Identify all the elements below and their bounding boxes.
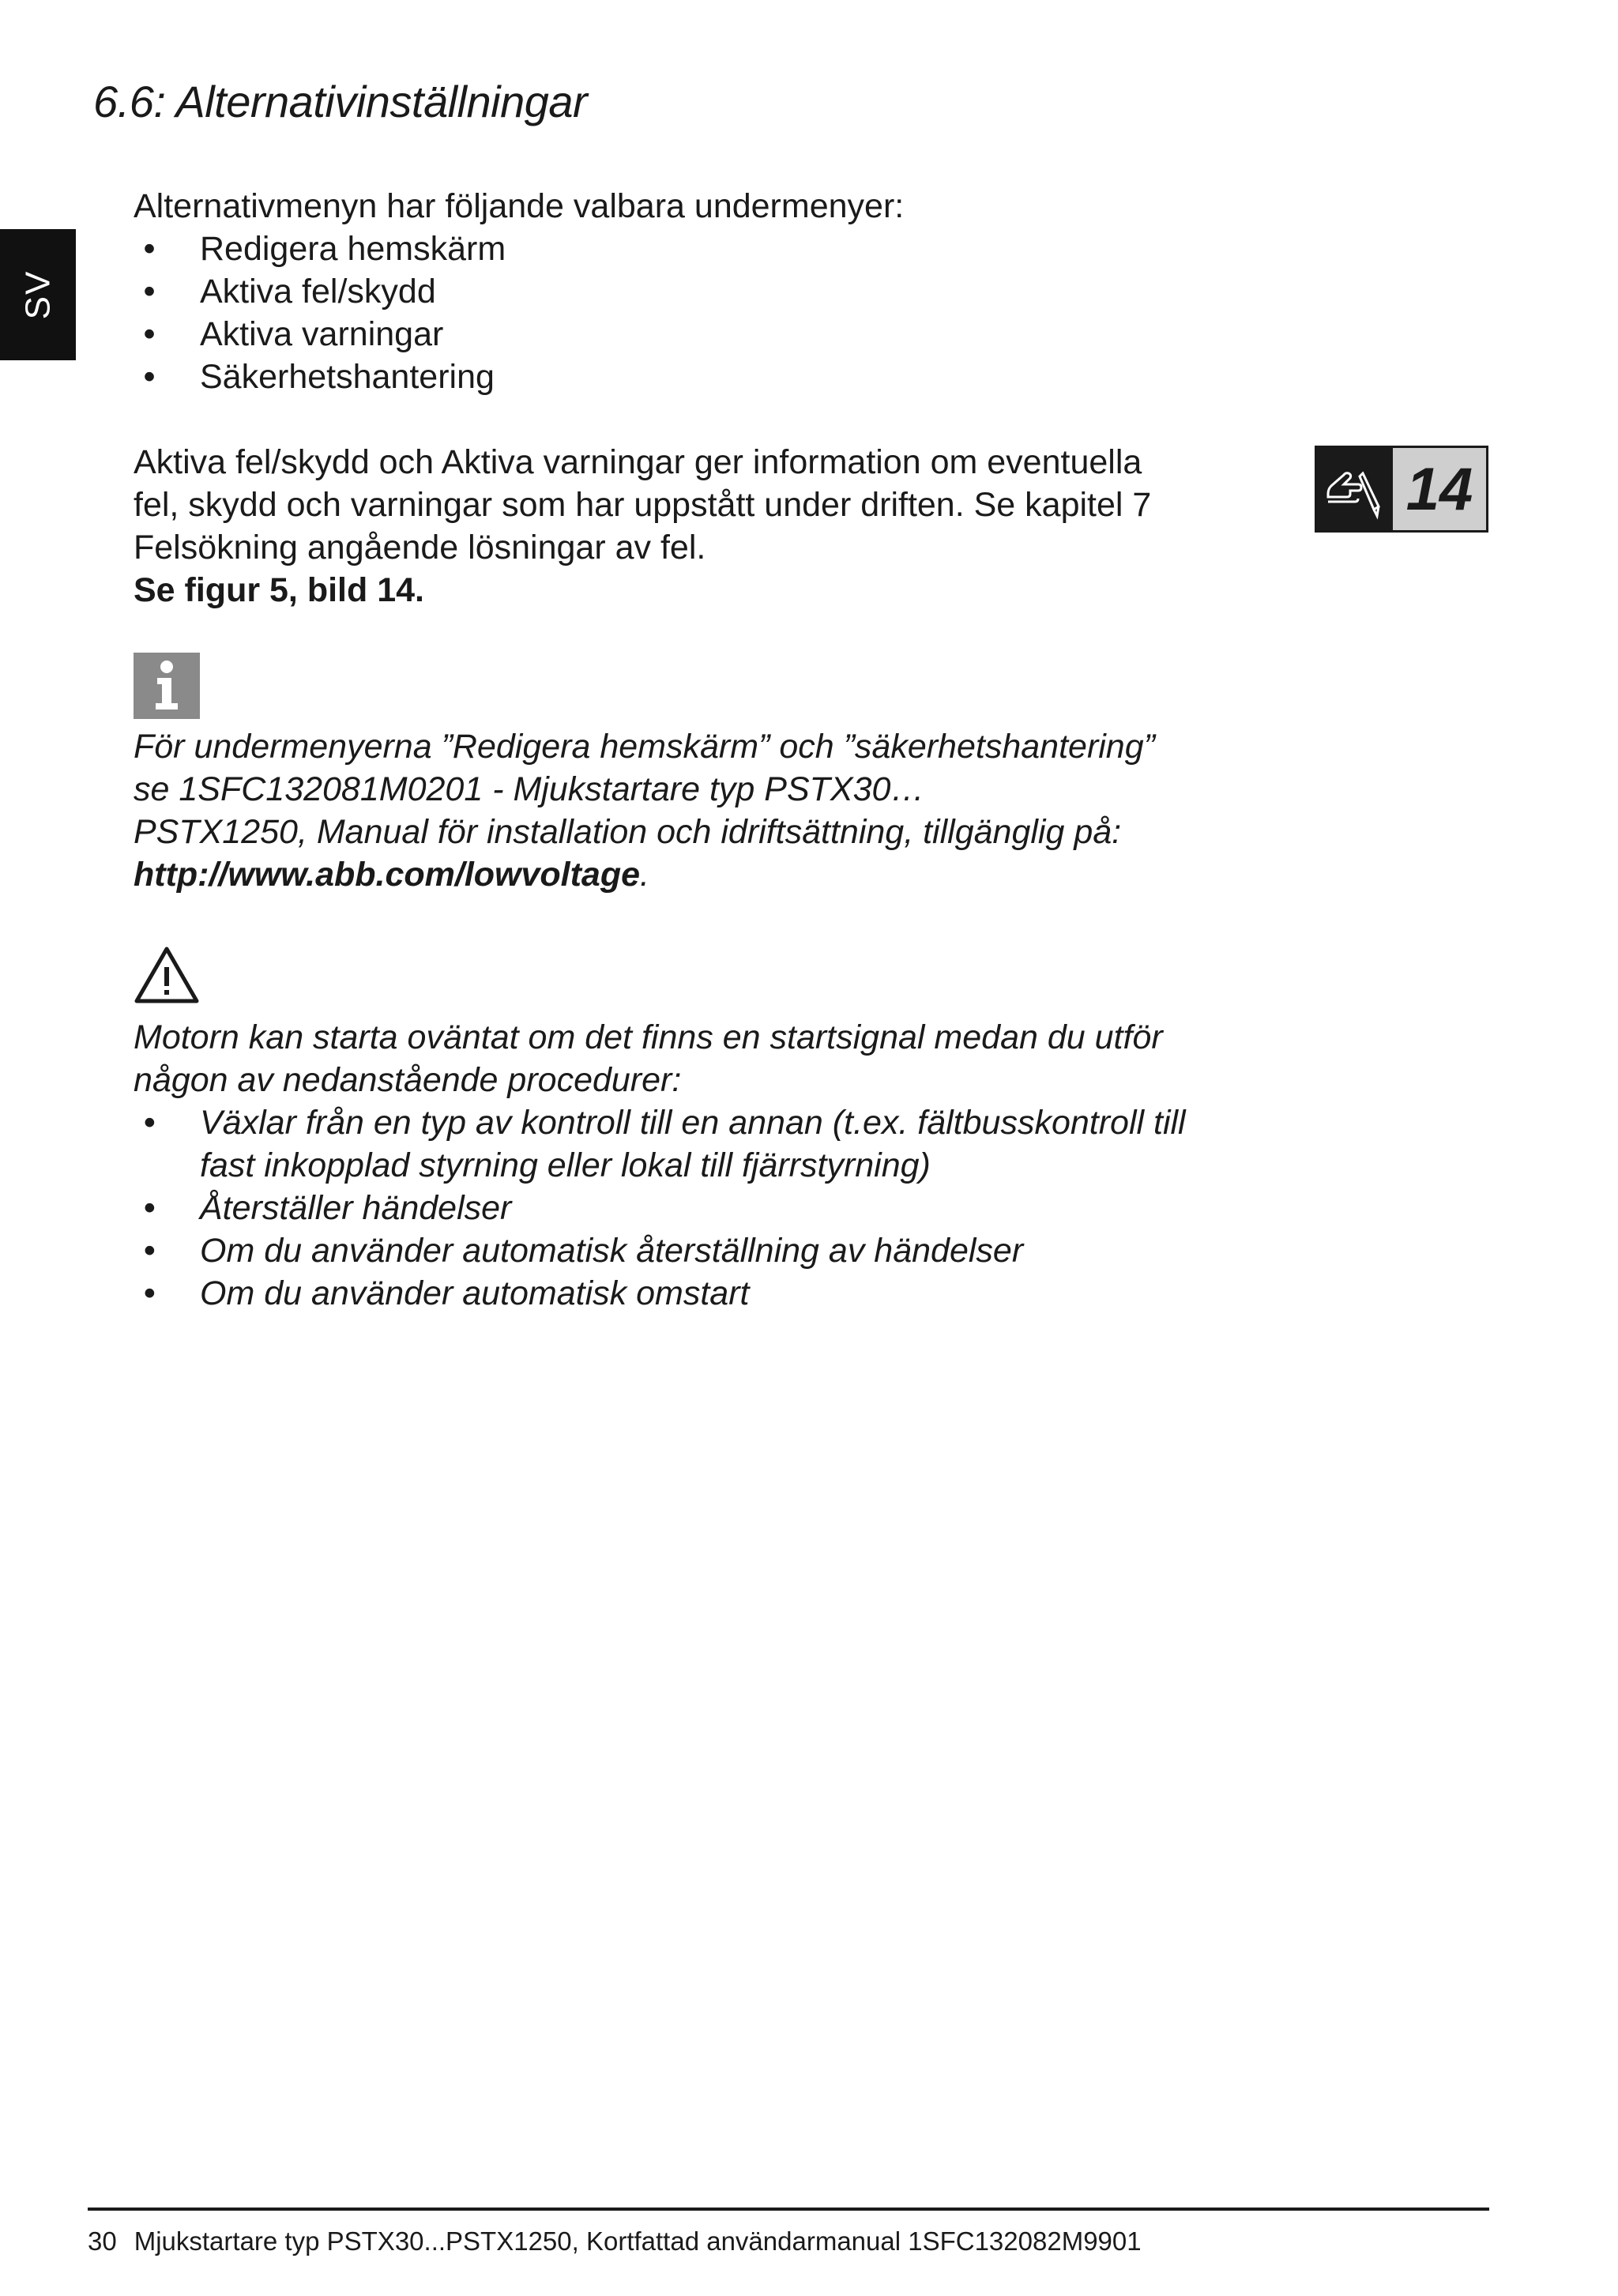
note-line: För undermenyerna ”Redigera hemskärm” och ”säkerhetshantering” xyxy=(134,728,1155,766)
link-suffix: . xyxy=(640,856,649,894)
lowvoltage-link[interactable]: http://www.abb.com/lowvoltage xyxy=(134,856,641,894)
warning-line: Motorn kan starta oväntat om det finns en startsignal medan du utför xyxy=(134,1018,1163,1056)
info-paragraph xyxy=(134,441,1151,612)
intro-text: Alternativmenyn har följande valbara undermenyer: xyxy=(134,187,905,225)
hand-pen-icon xyxy=(1317,448,1393,530)
paragraph-line: Felsökning angående lösningar av fel. xyxy=(134,529,706,566)
warning-triangle-icon xyxy=(134,945,200,1005)
note-link-line xyxy=(134,853,1155,896)
paragraph-line: Aktiva fel/skydd och Aktiva varningar ger information om eventuella xyxy=(134,443,1142,481)
warning-line: någon av nedanstående procedurer: xyxy=(134,1061,682,1099)
note-block xyxy=(134,725,1155,896)
page-number: 30 xyxy=(88,2226,117,2256)
warning-block xyxy=(134,1016,1186,1315)
list-item: • Aktiva varningar xyxy=(143,315,444,353)
list-item: • Om du använder automatisk omstart xyxy=(143,1274,750,1312)
intro-block xyxy=(134,185,904,398)
page-footer xyxy=(88,2226,1142,2256)
list-item: • Om du använder automatisk återställning av händelser xyxy=(143,1232,1024,1270)
language-tab-label: SV xyxy=(17,269,57,320)
footer-text: Mjukstartare typ PSTX30...PSTX1250, Kortfattad användarmanual 1SFC132082M9901 xyxy=(134,2226,1142,2256)
list-item: • Redigera hemskärm xyxy=(143,230,506,268)
paragraph-line: fel, skydd och varningar som har uppstått under driften. Se kapitel 7 xyxy=(134,486,1152,524)
figure-number: 14 xyxy=(1393,448,1486,530)
footer-divider xyxy=(88,2208,1489,2211)
note-line: se 1SFC132081M0201 - Mjukstartare typ PSTX30… xyxy=(134,770,925,808)
list-item: • Återställer händelser xyxy=(143,1189,512,1227)
figure-badge xyxy=(1315,446,1488,533)
note-line: PSTX1250, Manual för installation och idriftsättning, tillgänglig på: xyxy=(134,813,1122,851)
info-icon xyxy=(134,653,200,719)
procedure-list xyxy=(134,1101,1186,1315)
figure-reference: Se figur 5, bild 14. xyxy=(134,571,424,609)
language-tab xyxy=(0,229,76,360)
section-heading: 6.6: Alternativinställningar xyxy=(93,77,588,126)
list-item: • Aktiva fel/skydd xyxy=(143,273,436,311)
list-item: • Säkerhetshantering xyxy=(143,358,495,396)
submenu-list xyxy=(134,228,904,398)
list-item: • Växlar från en typ av kontroll till en annan (t.ex. fältbusskontroll till fast inkopplad styrning eller lokal till fjärrstyrning) xyxy=(143,1104,1186,1184)
